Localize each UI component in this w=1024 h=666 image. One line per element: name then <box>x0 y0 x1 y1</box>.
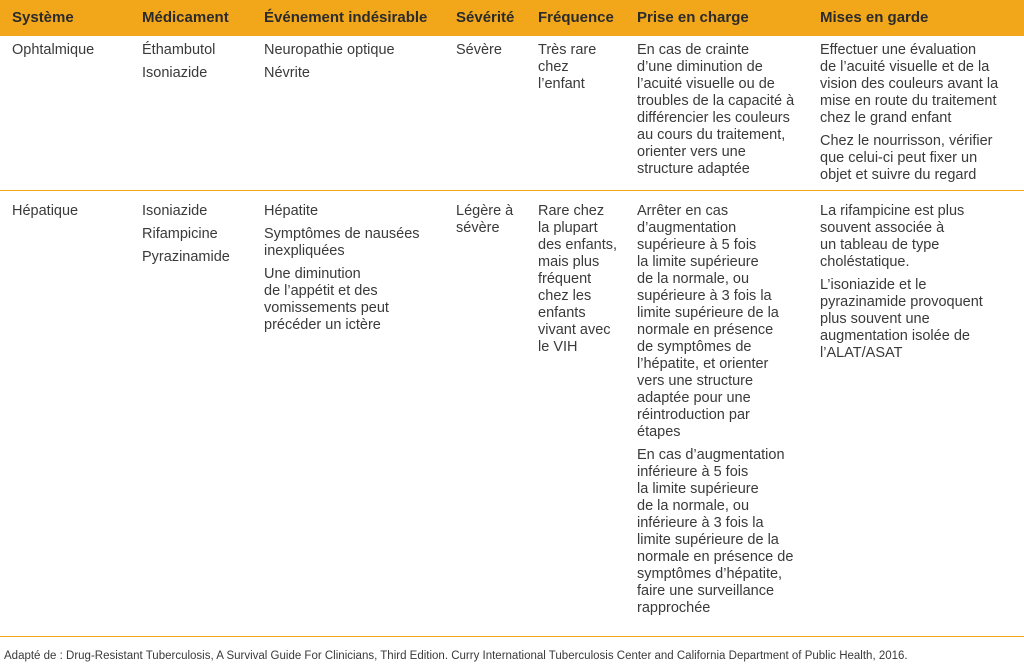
cell-text: Isoniazide <box>142 65 208 81</box>
cell-text: Une diminution de l’appétit et des vomissements peut précéder un ictère <box>264 266 389 333</box>
cell-text: L’isoniazide et le pyrazinamide provoquent plus souvent une augmentation isolée de l’ALAT/ASAT <box>820 277 983 361</box>
cell-text: Hépatique <box>12 203 79 219</box>
row-ophtalmique-medicament <box>142 42 257 88</box>
header-systeme: Système <box>12 9 74 26</box>
cell-text: Rifampicine <box>142 226 218 242</box>
cell-text: En cas d’augmentation inférieure à 5 fois la limite supérieure de la normale, ou inférieure à 3 fois la limite supérieure de la normale en présence de symptômes d’hépatite, faire une surveillance rapprochée <box>637 447 794 616</box>
table-header <box>0 0 1024 36</box>
row-hepatique-frequence <box>538 203 628 362</box>
row-hepatique-severite <box>456 203 531 243</box>
row-hepatique-evenement <box>264 203 449 340</box>
row-hepatique-systeme <box>12 203 132 226</box>
cell-text: Pyrazinamide <box>142 249 230 265</box>
row-ophtalmique-severite <box>456 42 531 65</box>
header-mises: Mises en garde <box>820 9 929 26</box>
row-ophtalmique-mises <box>820 42 1020 190</box>
row-ophtalmique-prise <box>637 42 813 184</box>
cell-text: Très rare chez l’enfant <box>538 42 597 92</box>
cell-text: Chez le nourrisson, vérifier que celui-ci peut fixer un objet et suivre du regard <box>820 133 993 183</box>
header-severite: Sévérité <box>456 9 515 26</box>
cell-text: Légère à sévère <box>456 203 514 236</box>
header-evenement: Événement indésirable <box>264 9 428 26</box>
cell-text: Hépatite <box>264 203 319 219</box>
source-citation: Adapté de : Drug-Resistant Tuberculosis, A Survival Guide For Clinicians, Third Edition. Curry International Tuberculosis Center and California Department of Public Health, 2016. <box>4 650 908 662</box>
cell-text: Sévère <box>456 42 502 58</box>
cell-text: Effectuer une évaluation de l’acuité visuelle et de la vision des couleurs avant la mise en route du traitement chez le grand enfant <box>820 42 999 126</box>
cell-text: Symptômes de nausées inexpliquées <box>264 226 420 259</box>
cell-text: En cas de crainte d’une diminution de l’acuité visuelle ou de troubles de la capacité à différencier les couleurs au cours du traitement, orienter vers une structure adaptée <box>637 42 795 177</box>
row-hepatique-medicament <box>142 203 257 272</box>
row-ophtalmique-frequence <box>538 42 628 99</box>
cell-text: Arrêter en cas d’augmentation supérieure à 5 fois la limite supérieure de la normale, ou supérieure à 3 fois la limite supérieure de la normale en présence de symptômes de l’hépatite, et orienter vers une structure adaptée pour une réintroduction par étapes <box>637 203 779 440</box>
header-medicament: Médicament <box>142 9 229 26</box>
row-ophtalmique-systeme <box>12 42 132 65</box>
cell-text: La rifampicine est plus souvent associée à un tableau de type choléstatique. <box>820 203 965 270</box>
cell-text: Névrite <box>264 65 310 81</box>
table-bottom-rule <box>0 636 1024 637</box>
cell-text: Isoniazide <box>142 203 208 219</box>
cell-text: Éthambutol <box>142 42 216 58</box>
header-prise: Prise en charge <box>637 9 749 26</box>
cell-text: Neuropathie optique <box>264 42 395 58</box>
row-divider <box>0 190 1024 191</box>
cell-text: Rare chez la plupart des enfants, mais plus fréquent chez les enfants vivant avec le VIH <box>538 203 617 355</box>
row-hepatique-prise <box>637 203 813 623</box>
header-frequence: Fréquence <box>538 9 614 26</box>
cell-text: Ophtalmique <box>12 42 95 58</box>
row-hepatique-mises <box>820 203 1020 368</box>
row-ophtalmique-evenement <box>264 42 449 88</box>
